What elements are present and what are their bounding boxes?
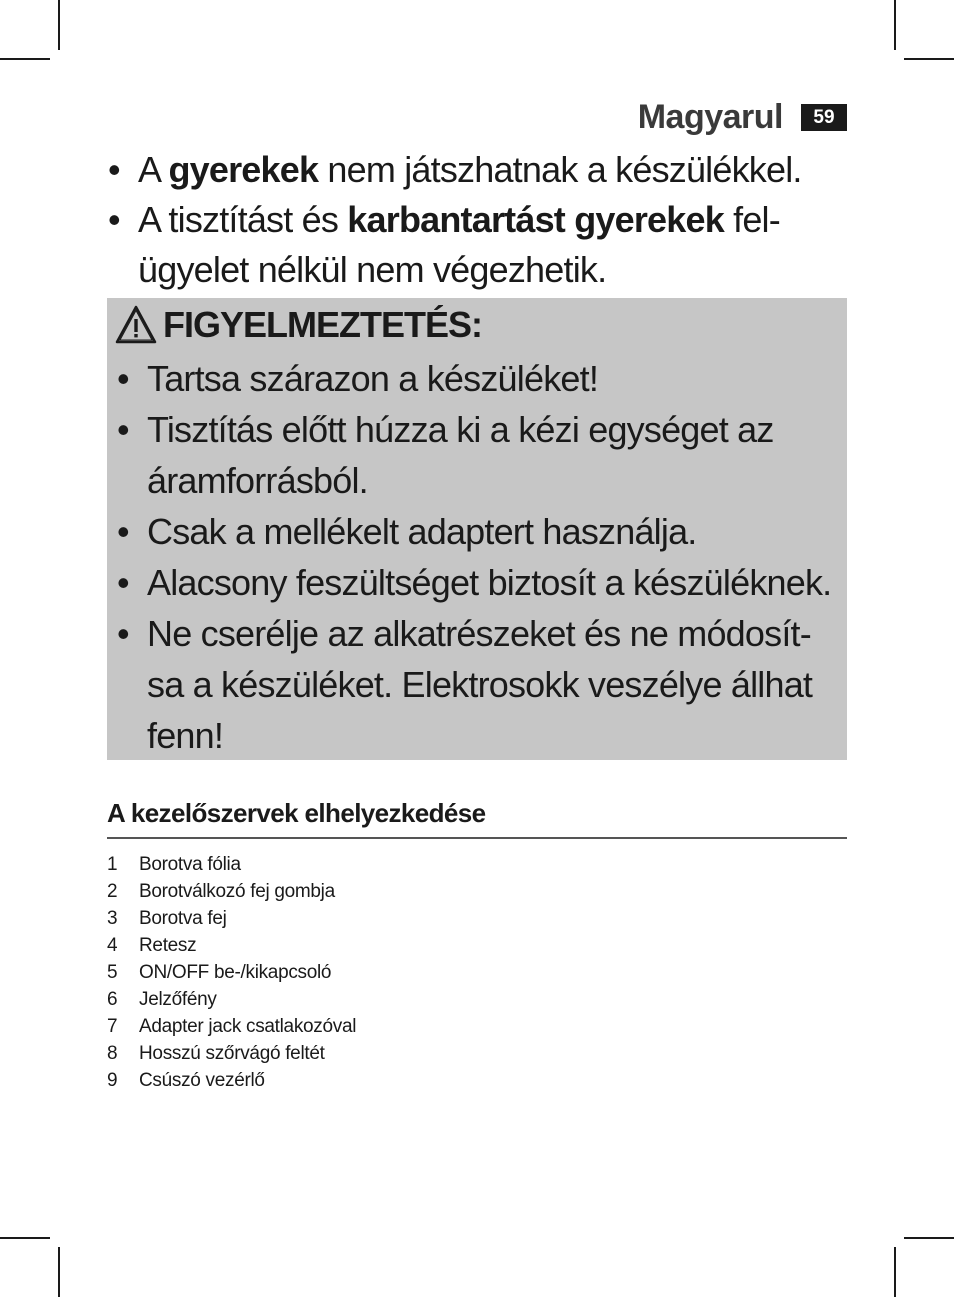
item-number: 2	[107, 881, 118, 902]
list-item	[107, 932, 707, 959]
list-item	[107, 959, 707, 986]
crop-mark	[58, 1247, 60, 1297]
warning-heading	[115, 304, 482, 346]
item-label: Jelzőfény	[139, 989, 217, 1010]
item-number: 6	[107, 989, 118, 1010]
bullet-text: fel-ügyelet nélkül nem végezhetik.	[138, 199, 780, 290]
intro-bullet-list	[108, 145, 848, 295]
warning-item: • Csak a mellékelt adaptert használja.	[117, 506, 839, 557]
warning-item: • Tisztítás előtt húzza ki a kézi egységet az áramforrásból.	[117, 404, 839, 506]
page-number: 59	[801, 104, 847, 131]
warning-item: • Ne cserélje az alkatrészeket és ne módosít-sa a készüléket. Elektrosokk veszélye állhat fenn!	[117, 608, 839, 761]
bullet-text: A tisztítást és	[138, 199, 348, 240]
warning-title: FIGYELMEZTETÉS:	[163, 304, 483, 345]
list-item	[107, 1067, 707, 1094]
list-item	[107, 1040, 707, 1067]
warning-list	[117, 353, 839, 761]
item-label: ON/OFF be-/kikapcsoló	[139, 962, 332, 983]
item-label: Borotva fej	[139, 908, 227, 929]
item-label: Adapter jack csatlakozóval	[139, 1016, 357, 1037]
warning-triangle-icon	[115, 304, 157, 346]
bullet-text: nem játszhatnak a készülékkel.	[318, 149, 802, 190]
warning-item: • Alacsony feszültséget biztosít a készüléknek.	[117, 557, 839, 608]
warning-item: • Tartsa szárazon a készüléket!	[117, 353, 839, 404]
section-heading: A kezelőszervek elhelyezkedése	[107, 798, 847, 839]
crop-mark	[894, 0, 896, 50]
list-item	[107, 905, 707, 932]
bullet-text: A	[138, 149, 169, 190]
item-label: Borotva fólia	[139, 854, 241, 875]
language-label: Magyarul	[637, 98, 783, 136]
item-number: 3	[107, 908, 118, 929]
crop-mark	[58, 0, 60, 50]
item-label: Retesz	[139, 935, 197, 956]
crop-mark	[0, 58, 50, 60]
warning-box	[107, 298, 847, 760]
item-number: 8	[107, 1043, 118, 1064]
page-header	[638, 98, 847, 137]
list-item	[107, 851, 707, 878]
list-item	[107, 986, 707, 1013]
crop-mark	[894, 1247, 896, 1297]
intro-bullet	[108, 145, 848, 195]
list-item	[107, 1013, 707, 1040]
item-number: 9	[107, 1070, 118, 1091]
intro-bullet	[108, 195, 848, 295]
crop-mark	[904, 58, 954, 60]
item-label: Csúszó vezérlő	[139, 1070, 265, 1091]
bullet-bold-text: karbantartást gyerekek	[347, 199, 724, 240]
crop-mark	[904, 1237, 954, 1239]
parts-list	[107, 851, 707, 1094]
bullet-bold-text: gyerekek	[168, 149, 319, 190]
item-number: 7	[107, 1016, 118, 1037]
item-number: 1	[107, 854, 118, 875]
item-number: 5	[107, 962, 118, 983]
item-label: Borotválkozó fej gombja	[139, 881, 335, 902]
item-number: 4	[107, 935, 118, 956]
list-item	[107, 878, 707, 905]
crop-mark	[0, 1237, 50, 1239]
item-label: Hosszú szőrvágó feltét	[139, 1043, 325, 1064]
